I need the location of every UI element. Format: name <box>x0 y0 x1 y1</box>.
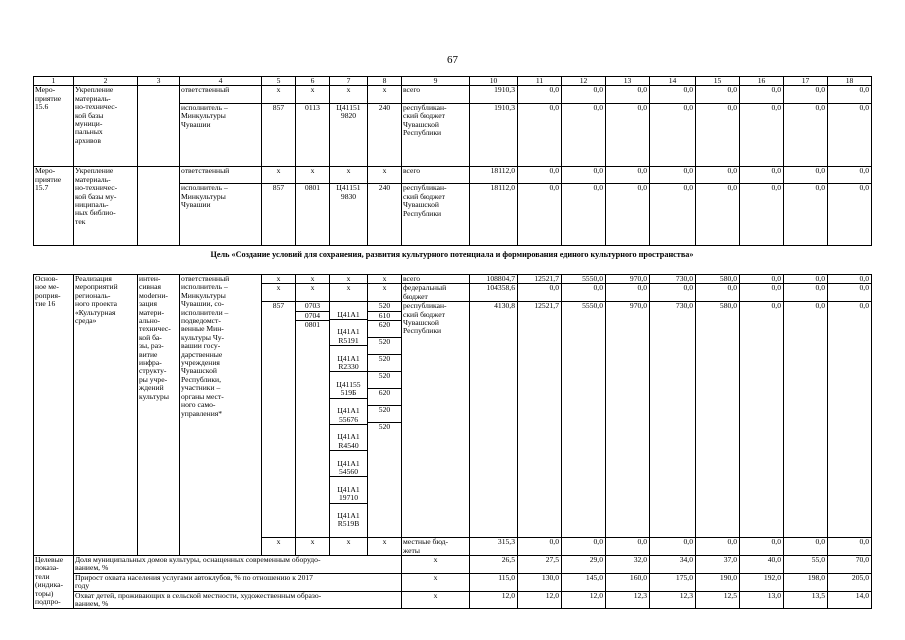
value-cell: 12,0 <box>518 591 562 609</box>
value-cell: 0,0 <box>606 167 650 184</box>
responsible-label: ответственный <box>180 167 262 184</box>
value-cell: 108804,7 <box>470 275 518 284</box>
value-cell: 0,0 <box>740 302 784 538</box>
grbs-code: 857 <box>262 184 296 246</box>
indicator-row <box>34 556 872 574</box>
column-number: 10 <box>470 77 518 86</box>
column-number: 9 <box>402 77 470 86</box>
activity-16-task: интен- сивная моderни- зация матери- ально- техничес- кой ба- зы, раз- витие инфра- структу- ры учре- ждений культуры <box>138 275 180 556</box>
measure-15-7-row-total <box>34 167 872 184</box>
value-cell: 190,0 <box>696 573 740 591</box>
funding-source: федеральный бюджет <box>402 284 470 302</box>
value-cell: 13,5 <box>784 591 828 609</box>
value-cell: 1910,3 <box>470 86 518 103</box>
column-number: 4 <box>180 77 262 86</box>
target-article: Ц41А1 55676 <box>330 407 367 425</box>
funding-source: республикан- ский бюджет Чувашской Республики <box>402 302 470 538</box>
measure-15-7-description: Укрепление материаль- но-техничес- кой базы му- ниципаль- ных библио- тек <box>74 167 138 246</box>
measure-15-6-task <box>138 86 180 167</box>
value-cell: 0,0 <box>784 86 828 103</box>
column-number: 12 <box>562 77 606 86</box>
column-number: 15 <box>696 77 740 86</box>
value-cell: 0,0 <box>740 103 784 167</box>
expense-type: 520 <box>368 406 401 423</box>
value-cell: 0,0 <box>606 103 650 167</box>
value-cell: 0,0 <box>784 302 828 538</box>
value-cell: 0,0 <box>562 284 606 302</box>
value-cell: 0,0 <box>562 538 606 556</box>
funding-source: местные бюд- жеты <box>402 538 470 556</box>
value-cell: 0,0 <box>828 538 872 556</box>
value-cell: 18112,0 <box>470 167 518 184</box>
target-article-list <box>330 302 368 538</box>
target-article: x <box>330 538 368 556</box>
measure-15-6-name: Меро- приятие 15.6 <box>34 86 74 167</box>
value-cell: 0,0 <box>696 284 740 302</box>
value-cell: 0,0 <box>518 284 562 302</box>
target-article: x <box>330 86 368 103</box>
column-number: 5 <box>262 77 296 86</box>
section-code: 0703 <box>296 302 329 311</box>
value-cell: 0,0 <box>696 538 740 556</box>
section-code: x <box>296 167 330 184</box>
value-cell: 40,0 <box>740 556 784 574</box>
value-cell: 0,0 <box>784 284 828 302</box>
grbs-code: x <box>262 275 296 284</box>
target-article: Ц41А1 19710 <box>330 486 367 504</box>
value-cell: 160,0 <box>606 573 650 591</box>
goal-heading: Цель «Создание условий для сохранения, развития культурного потенциала и формирования единого культурного пространства» <box>210 250 694 259</box>
value-cell: 0,0 <box>740 167 784 184</box>
value-cell: 104358,6 <box>470 284 518 302</box>
value-cell: 12,0 <box>562 591 606 609</box>
value-cell: 0,0 <box>784 167 828 184</box>
expense-type: 520 <box>368 372 401 389</box>
expense-type: x <box>368 284 402 302</box>
activity-16-name: Основ- ное ме- роприя- тие 16 <box>34 275 74 556</box>
value-cell: 205,0 <box>828 573 872 591</box>
value-cell: 0,0 <box>696 167 740 184</box>
budget-table-bottom <box>33 274 872 609</box>
budget-table-top <box>33 76 872 246</box>
value-cell: 0,0 <box>562 167 606 184</box>
funding-source: всего <box>402 275 470 284</box>
value-cell: 12521,7 <box>518 302 562 538</box>
measure-15-6-row-total <box>34 86 872 103</box>
grbs-code: 857 <box>262 302 296 538</box>
value-cell: 0,0 <box>740 184 784 246</box>
value-cell: 34,0 <box>650 556 696 574</box>
column-number: 8 <box>368 77 402 86</box>
column-number: 14 <box>650 77 696 86</box>
value-cell: 12,3 <box>606 591 650 609</box>
value-cell: 175,0 <box>650 573 696 591</box>
target-article: Ц41151 9830 <box>330 184 368 246</box>
grbs-code: 857 <box>262 103 296 167</box>
column-number: 2 <box>74 77 138 86</box>
value-cell: 0,0 <box>740 538 784 556</box>
target-article: Ц41155 519Б <box>330 381 367 399</box>
grbs-code: x <box>262 538 296 556</box>
value-cell: 37,0 <box>696 556 740 574</box>
target-article: Ц41А1 R519В <box>337 510 360 529</box>
column-number: 17 <box>784 77 828 86</box>
grbs-code: x <box>262 167 296 184</box>
value-cell: 5550,0 <box>562 275 606 284</box>
expense-type: x <box>368 86 402 103</box>
responsible-executor: исполнитель – Минкультуры Чувашии <box>180 184 262 246</box>
target-article: Ц41А1 R4540 <box>330 433 367 451</box>
value-cell: 580,0 <box>696 275 740 284</box>
value-cell: 0,0 <box>518 103 562 167</box>
expense-type: 520 <box>378 422 391 432</box>
value-cell: 970,0 <box>606 302 650 538</box>
value-cell: 70,0 <box>828 556 872 574</box>
activity-16-executor: ответственный исполнитель – Минкультуры Чувашии, со- исполнители – подведомст- венные Мин- культуры Чу- вашии госу- дарственные учреждения Чувашской Республики, участники – органы мест- ного само- управления* <box>180 275 262 556</box>
value-cell: 0,0 <box>828 167 872 184</box>
value-cell: 12,5 <box>696 591 740 609</box>
value-cell: 12,0 <box>470 591 518 609</box>
value-cell: 580,0 <box>696 302 740 538</box>
responsible-label: ответственный <box>180 86 262 103</box>
target-article: Ц41А1 R5191 <box>330 328 367 346</box>
value-cell: 0,0 <box>650 86 696 103</box>
column-number: 3 <box>138 77 180 86</box>
section-code-list <box>296 302 330 538</box>
value-cell: 0,0 <box>696 86 740 103</box>
value-cell: 0,0 <box>784 103 828 167</box>
expense-type: 620 <box>368 389 401 406</box>
value-cell: 12,3 <box>650 591 696 609</box>
indicator-row <box>34 591 872 609</box>
value-cell: 14,0 <box>828 591 872 609</box>
value-cell: 0,0 <box>650 167 696 184</box>
value-cell: 0,0 <box>828 275 872 284</box>
value-cell: 0,0 <box>518 86 562 103</box>
value-cell: 0,0 <box>606 284 650 302</box>
value-cell: 0,0 <box>828 184 872 246</box>
value-cell: 0,0 <box>650 284 696 302</box>
expense-type: 240 <box>368 103 402 167</box>
value-cell: 1910,3 <box>470 103 518 167</box>
expense-type: 610 <box>368 312 401 321</box>
indicator-text: Прирост охвата населения услугами автоклубов, % по отношению к 2017 году <box>74 573 402 591</box>
measure-15-7-task <box>138 167 180 246</box>
value-cell: 32,0 <box>606 556 650 574</box>
value-cell: 0,0 <box>606 538 650 556</box>
section-code: 0801 <box>296 184 330 246</box>
expense-type: x <box>368 538 402 556</box>
value-cell: 0,0 <box>696 103 740 167</box>
value-cell: 145,0 <box>562 573 606 591</box>
value-cell: 55,0 <box>784 556 828 574</box>
value-cell: 27,5 <box>518 556 562 574</box>
value-cell: 970,0 <box>606 275 650 284</box>
value-cell: 0,0 <box>828 302 872 538</box>
expense-type: 240 <box>368 184 402 246</box>
value-cell: 13,0 <box>740 591 784 609</box>
value-cell: 0,0 <box>784 184 828 246</box>
value-cell: 0,0 <box>784 538 828 556</box>
target-article: x <box>330 275 368 284</box>
target-article: Ц41А1 R2330 <box>330 355 367 373</box>
value-cell: 0,0 <box>828 284 872 302</box>
grbs-code: x <box>262 86 296 103</box>
value-cell: 0,0 <box>784 275 828 284</box>
indicator-source: x <box>402 591 470 609</box>
value-cell: 0,0 <box>518 167 562 184</box>
value-cell: 730,0 <box>650 275 696 284</box>
indicator-text: Охват детей, проживающих в сельской местности, художественным образо- ванием, % <box>74 591 402 609</box>
value-cell: 0,0 <box>650 103 696 167</box>
target-article: Ц41А1 54560 <box>330 460 367 478</box>
expense-type: 520 <box>368 338 401 355</box>
expense-type: 620 <box>368 321 401 338</box>
value-cell: 0,0 <box>740 275 784 284</box>
value-cell: 26,5 <box>470 556 518 574</box>
expense-type: x <box>368 275 402 284</box>
column-number: 6 <box>296 77 330 86</box>
section-code: 0801 <box>304 320 321 330</box>
section-code: x <box>296 538 330 556</box>
value-cell: 0,0 <box>740 86 784 103</box>
value-cell: 0,0 <box>696 184 740 246</box>
indicators-label: Целевые показа- тели (индика- торы) подпро- <box>34 556 74 609</box>
target-article: x <box>330 284 368 302</box>
section-code: x <box>296 86 330 103</box>
section-code: x <box>296 284 330 302</box>
funding-source: всего <box>402 167 470 184</box>
value-cell: 0,0 <box>518 538 562 556</box>
value-cell: 0,0 <box>606 86 650 103</box>
expense-type: 520 <box>368 302 401 311</box>
column-number: 13 <box>606 77 650 86</box>
expense-type: 520 <box>368 355 401 372</box>
target-article: Ц41А1 <box>330 311 367 320</box>
column-number: 1 <box>34 77 74 86</box>
section-code: 0704 <box>296 312 329 321</box>
value-cell: 315,3 <box>470 538 518 556</box>
value-cell: 0,0 <box>828 103 872 167</box>
value-cell: 0,0 <box>650 538 696 556</box>
value-cell: 0,0 <box>606 184 650 246</box>
activity-16-row-total <box>34 275 872 284</box>
value-cell: 192,0 <box>740 573 784 591</box>
page-number: 67 <box>447 54 458 66</box>
column-number: 16 <box>740 77 784 86</box>
value-cell: 0,0 <box>518 184 562 246</box>
value-cell: 0,0 <box>562 103 606 167</box>
measure-15-6-description: Укрепление материаль- но-техничес- кой базы муници- пальных архивов <box>74 86 138 167</box>
responsible-executor: исполнитель – Минкультуры Чувашии <box>180 103 262 167</box>
value-cell: 4130,8 <box>470 302 518 538</box>
section-code: 0113 <box>296 103 330 167</box>
target-article: x <box>330 167 368 184</box>
grbs-code: x <box>262 284 296 302</box>
value-cell: 0,0 <box>562 184 606 246</box>
value-cell: 0,0 <box>650 184 696 246</box>
value-cell: 12521,7 <box>518 275 562 284</box>
value-cell: 0,0 <box>562 86 606 103</box>
indicator-text: Доля муниципальных домов культуры, оснащенных современным оборудо- ванием, % <box>74 556 402 574</box>
column-number: 11 <box>518 77 562 86</box>
expense-type-list <box>368 302 402 538</box>
value-cell: 0,0 <box>828 86 872 103</box>
value-cell: 115,0 <box>470 573 518 591</box>
value-cell: 29,0 <box>562 556 606 574</box>
funding-source: республикан- ский бюджет Чувашской Республики <box>402 184 470 246</box>
activity-16-description: Реализация мероприятий региональ- ного проекта «Культурная среда» <box>74 275 138 556</box>
value-cell: 130,0 <box>518 573 562 591</box>
funding-source: всего <box>402 86 470 103</box>
section-code: x <box>296 275 330 284</box>
value-cell: 5550,0 <box>562 302 606 538</box>
measure-15-7-name: Меро- приятие 15.7 <box>34 167 74 246</box>
value-cell: 18112,0 <box>470 184 518 246</box>
value-cell: 730,0 <box>650 302 696 538</box>
indicator-row <box>34 573 872 591</box>
value-cell: 0,0 <box>740 284 784 302</box>
column-number: 7 <box>330 77 368 86</box>
indicator-source: x <box>402 556 470 574</box>
expense-type: x <box>368 167 402 184</box>
target-article: Ц41151 9820 <box>330 103 368 167</box>
funding-source: республикан- ский бюджет Чувашской Республики <box>402 103 470 167</box>
indicator-source: x <box>402 573 470 591</box>
value-cell: 198,0 <box>784 573 828 591</box>
column-number-row <box>34 77 872 86</box>
column-number: 18 <box>828 77 872 86</box>
